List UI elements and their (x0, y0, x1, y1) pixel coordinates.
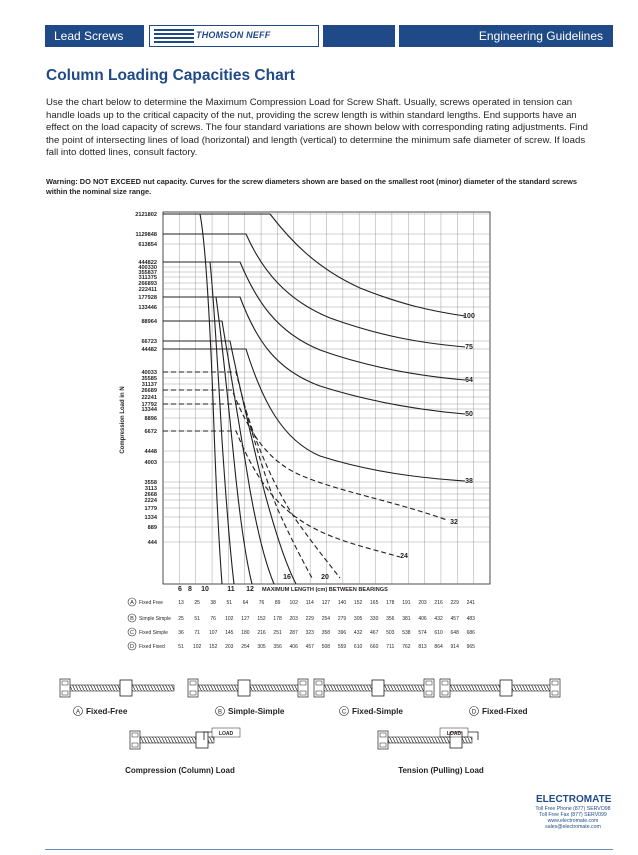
row-value: 216 (434, 600, 443, 606)
series-label-11: 11 (227, 586, 235, 593)
contact-phone: Toll Free Phone (877) SERVO98 (535, 806, 611, 812)
row-value: 76 (210, 616, 216, 622)
row-value: 152 (257, 616, 266, 622)
series-label-8: 8 (188, 586, 192, 593)
row-value: 305 (257, 644, 266, 650)
load-tag: LOAD (218, 731, 234, 737)
support-bearing (298, 679, 308, 697)
diagram-label: Fixed-Free (86, 707, 128, 716)
page-title: Column Loading Capacities Chart (46, 67, 295, 84)
row-value: 38 (210, 600, 216, 606)
row-letter: A (130, 600, 134, 606)
y-tick-label: 22241 (141, 395, 157, 401)
support-nut (238, 680, 250, 696)
y-tick-label: 266893 (138, 281, 157, 287)
y-tick-label: 66723 (141, 339, 157, 345)
y-tick-label: 889 (147, 525, 157, 531)
row-value: 406 (418, 616, 427, 622)
series-label-75: 75 (465, 344, 473, 351)
curve-line (163, 297, 465, 414)
diagram-letter: D (471, 709, 477, 716)
row-value: 432 (353, 630, 363, 636)
row-value: 483 (466, 616, 475, 622)
series-label-20: 20 (321, 574, 329, 581)
row-value: 323 (305, 630, 314, 636)
series-label-12: 12 (246, 586, 254, 593)
row-value: 25 (194, 600, 200, 606)
compression-caption: Compression (Column) Load (125, 766, 235, 775)
row-value: 406 (289, 644, 298, 650)
row-letter: D (130, 644, 134, 650)
row-value: 254 (241, 644, 250, 650)
row-value: 396 (337, 630, 347, 636)
x-axis-title: MAXIMUM LENGTH (cm) BETWEEN BEARINGS (262, 587, 388, 593)
row-value: 965 (466, 644, 475, 650)
row-value: 102 (289, 600, 298, 606)
row-value: 127 (321, 600, 331, 606)
y-tick-label: 133446 (138, 305, 157, 311)
row-value: 71 (194, 630, 200, 636)
compression-nut (196, 732, 208, 748)
y-tick-label: 1779 (144, 506, 157, 512)
support-bearing (188, 679, 198, 697)
row-value: 503 (386, 630, 395, 636)
curve-line (163, 390, 447, 520)
brand-logo: THOMSON NEFF (196, 30, 271, 40)
row-value: 762 (402, 644, 411, 650)
row-name: Fixed Fixed (139, 644, 165, 650)
y-tick-label: 35585 (141, 376, 157, 382)
row-value: 711 (386, 644, 395, 650)
support-bearing (550, 679, 560, 697)
row-letter: B (130, 616, 134, 622)
row-value: 381 (402, 616, 411, 622)
row-value: 76 (258, 600, 265, 606)
footer-logo: ELECTROMATE (536, 794, 612, 805)
row-value: 152 (353, 600, 363, 606)
support-nut (120, 680, 132, 696)
row-value: 127 (241, 616, 250, 622)
y-tick-label: 2224 (144, 498, 157, 504)
row-value: 13 (178, 600, 184, 606)
contact-email[interactable]: sales@electromate.com (545, 824, 601, 830)
row-value: 457 (305, 644, 314, 650)
row-name: Fixed Simple (139, 630, 168, 636)
row-value: 25 (178, 616, 184, 622)
y-tick-label: 177928 (138, 295, 157, 301)
support-bearing (424, 679, 434, 697)
y-tick-label: 13344 (141, 407, 157, 413)
row-value: 203 (418, 600, 427, 606)
curve-line (163, 262, 234, 584)
footer-contact (528, 806, 618, 830)
row-value: 686 (466, 630, 475, 636)
curve-line (163, 297, 252, 584)
y-tick-label: 444 (147, 540, 157, 546)
row-value: 432 (434, 616, 443, 622)
row-value: 229 (450, 600, 459, 606)
row-value: 254 (321, 616, 331, 622)
y-tick-label: 31137 (141, 382, 157, 388)
curve-line (163, 349, 465, 481)
row-value: 538 (402, 630, 411, 636)
row-value: 51 (226, 600, 233, 606)
diagram-label: Fixed-Simple (352, 707, 403, 716)
row-value: 287 (289, 630, 298, 636)
load-tag: LOAD (446, 731, 462, 737)
diagram-letter: C (341, 709, 347, 716)
row-value: 178 (273, 616, 282, 622)
diagram-letter: A (75, 709, 81, 716)
row-value: 467 (370, 630, 379, 636)
support-nut (372, 680, 384, 696)
row-value: 89 (274, 600, 281, 606)
row-value: 102 (192, 644, 202, 650)
row-value: 180 (241, 630, 250, 636)
row-value: 203 (225, 644, 234, 650)
y-tick-label: 44482 (141, 347, 157, 353)
series-label-64: 64 (465, 377, 473, 384)
y-tick-label: 40033 (141, 370, 157, 376)
curve-line (163, 321, 274, 584)
y-axis-title: Compression Load in N (120, 386, 126, 454)
row-value: 574 (418, 630, 427, 636)
row-value: 330 (370, 616, 379, 622)
y-tick-label: 311375 (138, 275, 157, 281)
row-value: 36 (178, 630, 184, 636)
y-tick-label: 88964 (141, 319, 157, 325)
row-value: 203 (289, 616, 298, 622)
y-tick-label: 1129848 (135, 232, 157, 238)
tension-bearing (378, 731, 388, 749)
support-bearing (60, 679, 70, 697)
curve-line (163, 341, 296, 584)
y-tick-label: 2121802 (135, 212, 157, 218)
curve-line (163, 234, 465, 347)
compression-bearing (130, 731, 140, 749)
row-value: 229 (305, 616, 314, 622)
contact-web[interactable]: www.electromate.com (547, 818, 599, 824)
y-tick-label: 613854 (138, 242, 157, 248)
y-tick-label: 400330 (138, 265, 157, 271)
row-value: 216 (257, 630, 266, 636)
row-value: 358 (321, 630, 331, 636)
y-tick-label: 2668 (144, 492, 157, 498)
series-label-50: 50 (465, 411, 473, 418)
diagram-label: Simple-Simple (228, 707, 285, 716)
row-value: 114 (305, 600, 314, 606)
row-value: 279 (337, 616, 347, 622)
support-bearing (314, 679, 324, 697)
intro-paragraph: Use the chart below to determine the Maximum Compression Load for Screw Shaft. Usually, screws operated in tension can handle loads up to the critical capacity of the nut, providing the screw length is within standard lengths. End supports have an effect on the load capacity of screws. The four standard variations are shown below with corresponding rating adjustments. Find the point of intersecting lines of load (horizontal) and length (vertical) to determine the minimum safe diameter of screw. If loads fall into dotted lines, consult factory. (46, 97, 588, 159)
row-value: 648 (450, 630, 459, 636)
row-value: 864 (434, 644, 443, 650)
y-tick-label: 355837 (138, 270, 157, 276)
row-value: 107 (209, 630, 218, 636)
y-tick-label: 6672 (144, 429, 157, 435)
y-tick-label: 17792 (141, 402, 157, 408)
series-label-24: 24 (400, 553, 408, 560)
y-tick-label: 4003 (144, 460, 157, 466)
y-tick-label: 26689 (141, 388, 157, 394)
series-label-32: 32 (450, 519, 458, 526)
support-bearing (440, 679, 450, 697)
diagram-label: Fixed-Fixed (482, 707, 528, 716)
row-value: 64 (242, 600, 249, 606)
row-value: 51 (194, 616, 200, 622)
series-label-16: 16 (283, 574, 291, 581)
row-value: 610 (353, 644, 363, 650)
row-name: Simple Simple (139, 616, 171, 622)
series-label-100: 100 (463, 313, 475, 320)
row-value: 165 (370, 600, 379, 606)
y-tick-label: 222411 (138, 287, 157, 293)
series-label-10: 10 (201, 586, 209, 593)
row-value: 559 (337, 644, 347, 650)
footer-divider (45, 849, 613, 850)
row-value: 610 (434, 630, 443, 636)
y-tick-label: 8896 (144, 416, 157, 422)
warning-note: Warning: DO NOT EXCEED nut capacity. Curves for the screw diameters shown are based on the smallest root (minor) diameter of the standard screws within the nominal size range. (46, 177, 578, 196)
support-nut (500, 680, 512, 696)
y-tick-label: 3113 (144, 486, 157, 492)
row-value: 152 (209, 644, 218, 650)
row-value: 51 (178, 644, 184, 650)
tension-caption: Tension (Pulling) Load (398, 766, 484, 775)
y-tick-label: 444822 (138, 260, 157, 266)
row-value: 356 (386, 616, 395, 622)
row-letter: C (130, 630, 134, 636)
diagram-letter: B (217, 709, 223, 716)
row-value: 102 (225, 616, 234, 622)
y-tick-label: 3558 (144, 480, 157, 486)
series-label-38: 38 (465, 478, 473, 485)
row-name: Fixed Free (139, 600, 163, 606)
row-value: 457 (450, 616, 459, 622)
contact-fax: Toll Free Fax (877) SERV099 (539, 812, 607, 818)
section-right: Engineering Guidelines (399, 25, 613, 47)
series-label-6: 6 (178, 586, 182, 593)
y-tick-label: 4448 (144, 449, 157, 455)
row-value: 914 (450, 644, 459, 650)
curve-line (163, 214, 222, 584)
section-left: Lead Screws (45, 25, 144, 47)
row-value: 241 (466, 600, 475, 606)
row-value: 305 (353, 616, 363, 622)
row-value: 660 (370, 644, 379, 650)
row-value: 813 (418, 644, 427, 650)
row-value: 356 (273, 644, 282, 650)
row-value: 191 (402, 600, 411, 606)
row-value: 178 (386, 600, 395, 606)
row-value: 508 (321, 644, 331, 650)
row-value: 145 (225, 630, 234, 636)
row-value: 140 (337, 600, 347, 606)
y-tick-label: 1334 (144, 515, 157, 521)
row-value: 251 (273, 630, 282, 636)
